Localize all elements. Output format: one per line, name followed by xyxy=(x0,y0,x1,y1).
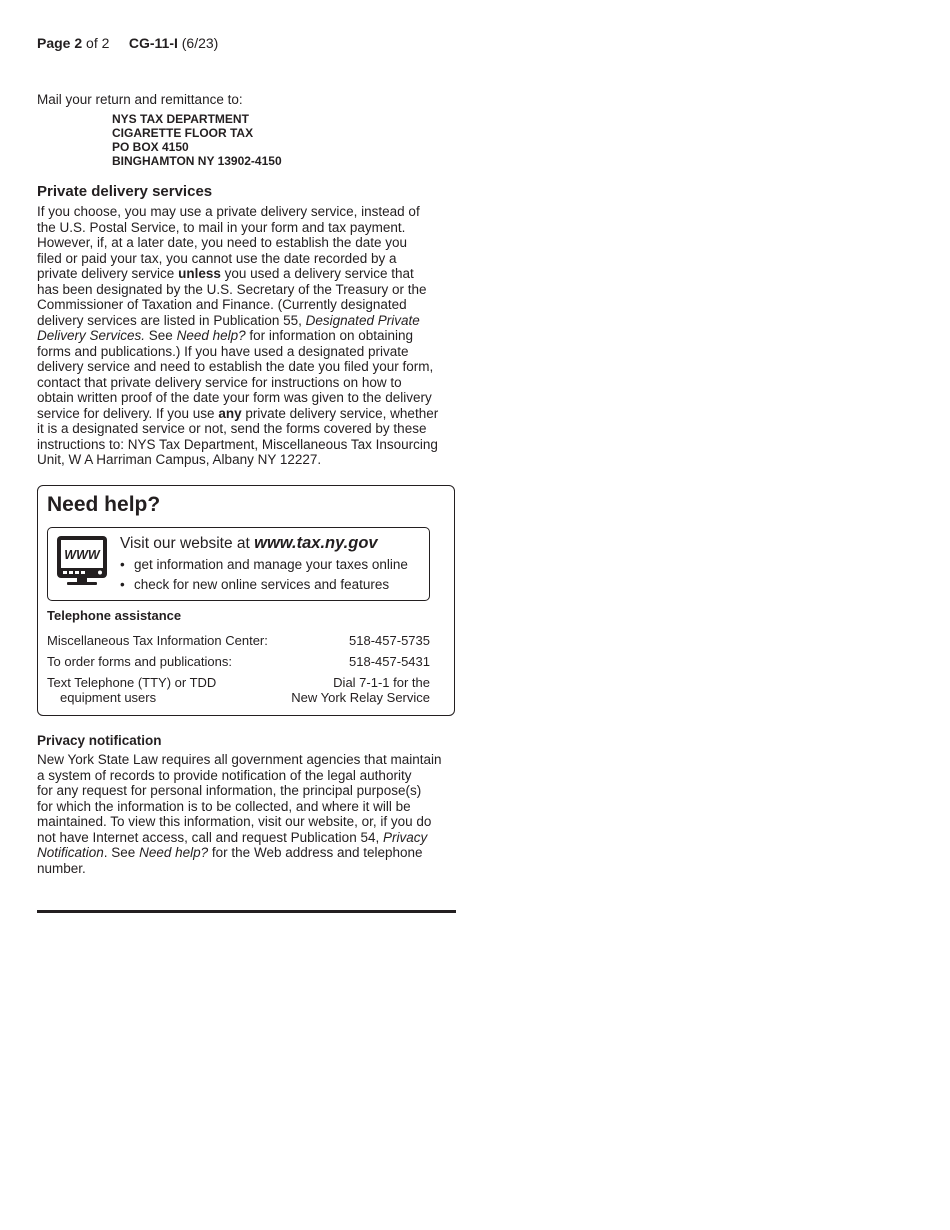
computer-monitor-icon xyxy=(55,534,109,588)
www-icon-text: WWW xyxy=(64,548,100,562)
telephone-label: Miscellaneous Tax Information Center: xyxy=(47,633,268,648)
privacy-body xyxy=(37,752,477,876)
body-line: forms and publications.) If you have used a designated private xyxy=(37,343,409,359)
form-revision: (6/23) xyxy=(181,35,219,51)
private-delivery-body xyxy=(37,204,477,468)
website-bullet xyxy=(120,557,408,572)
telephone-heading: Telephone assistance xyxy=(47,608,182,623)
body-line xyxy=(37,845,477,861)
body-line xyxy=(37,313,477,329)
telephone-label: Text Telephone (TTY) or TDD xyxy=(47,675,217,690)
website-prefix: Visit our website at xyxy=(120,535,250,552)
address-line: NYS TAX DEPARTMENT xyxy=(112,112,249,126)
emphasis-any: any xyxy=(218,405,242,421)
page-number: 2 xyxy=(74,35,83,51)
body-line: filed or paid your tax, you cannot use the date recorded by a xyxy=(37,250,397,266)
mail-intro: Mail your return and remittance to: xyxy=(37,92,243,107)
address-line: CIGARETTE FLOOR TAX xyxy=(112,126,254,140)
body-line: However, if, at a later date, you need to establish the date you xyxy=(37,235,407,250)
need-help-reference: Need help? xyxy=(139,845,209,860)
body-line: the U.S. Postal Service, to mail in your form and tax payment. xyxy=(37,219,406,235)
bullet-text: check for new online services and features xyxy=(134,577,390,592)
text-run: delivery services are listed in Publication 55, xyxy=(37,312,302,328)
text-run: private delivery service, whether xyxy=(245,405,439,421)
body-line: obtain written proof of the date your form was given to the delivery xyxy=(37,390,432,405)
website-box xyxy=(47,527,430,601)
publication-title: Delivery Services. xyxy=(37,328,146,343)
body-line: a system of records to provide notification of the legal authority xyxy=(37,767,412,783)
text-run: service for delivery. If you use xyxy=(37,405,215,421)
mailing-address xyxy=(112,112,282,168)
body-line xyxy=(37,830,477,846)
telephone-label: To order forms and publications: xyxy=(47,654,232,669)
body-line: New York State Law requires all government agencies that maintain xyxy=(37,752,442,767)
telephone-number: 518-457-5431 xyxy=(349,654,430,669)
body-line: for which the information is to be collected, and where it will be xyxy=(37,798,411,814)
text-run: . See xyxy=(103,845,136,860)
body-line: for any request for personal information, the principal purpose(s) xyxy=(37,783,422,798)
form-id: CG-11-I xyxy=(128,35,178,51)
page-of: of 2 xyxy=(86,35,110,51)
body-line: Commissioner of Taxation and Finance. (Currently designated xyxy=(37,297,407,312)
text-run: private delivery service xyxy=(37,266,175,281)
website-bullet xyxy=(120,577,389,592)
body-line: maintained. To view this information, visit our website, or, if you do xyxy=(37,814,432,829)
text-run: you used a delivery service that xyxy=(224,266,414,281)
emphasis-unless: unless xyxy=(178,266,221,281)
text-run: See xyxy=(148,328,173,343)
page-header xyxy=(37,35,218,51)
body-line: Unit, W A Harriman Campus, Albany NY 12227. xyxy=(37,452,322,467)
telephone-number: New York Relay Service xyxy=(291,690,430,705)
need-help-title: Need help? xyxy=(47,493,161,516)
publication-title: Notification xyxy=(37,845,104,860)
address-line: PO BOX 4150 xyxy=(112,140,189,154)
text-run: for information on obtaining xyxy=(249,328,414,343)
body-line xyxy=(37,406,477,422)
body-line xyxy=(37,328,477,344)
text-run: not have Internet access, call and request Publication 54, xyxy=(37,829,380,845)
need-help-box xyxy=(37,485,455,716)
body-line: it is a designated service or not, send the forms covered by these xyxy=(37,421,427,436)
publication-title: Privacy xyxy=(382,829,428,845)
publication-title: Designated Private xyxy=(305,312,420,328)
need-help-reference: Need help? xyxy=(176,328,246,343)
body-line: has been designated by the U.S. Secretary of the Treasury or the xyxy=(37,281,427,297)
private-delivery-heading: Private delivery services xyxy=(37,183,213,200)
address-line: BINGHAMTON NY 13902-4150 xyxy=(112,154,282,168)
page-label: Page xyxy=(37,35,71,51)
bullet-icon: • xyxy=(120,577,125,592)
telephone-number: 518-457-5735 xyxy=(349,633,430,648)
bullet-icon: • xyxy=(120,557,125,572)
website-link[interactable]: www.tax.ny.gov xyxy=(254,534,378,552)
telephone-label: equipment users xyxy=(60,690,157,705)
bullet-text: get information and manage your taxes online xyxy=(134,557,408,572)
bottom-divider xyxy=(37,910,456,913)
body-line: contact that private delivery service for instructions on how to xyxy=(37,374,402,390)
body-line xyxy=(37,266,477,282)
text-run: for the Web address and telephone xyxy=(211,845,423,860)
website-line xyxy=(120,534,378,553)
body-line: number. xyxy=(37,860,86,876)
body-line: If you choose, you may use a private delivery service, instead of xyxy=(37,204,420,219)
telephone-number: Dial 7-1-1 for the xyxy=(333,675,430,690)
privacy-heading: Privacy notification xyxy=(37,733,162,748)
body-line: instructions to: NYS Tax Department, Miscellaneous Tax Insourcing xyxy=(37,436,438,452)
body-line: delivery service and need to establish the date you filed your form, xyxy=(37,359,434,374)
